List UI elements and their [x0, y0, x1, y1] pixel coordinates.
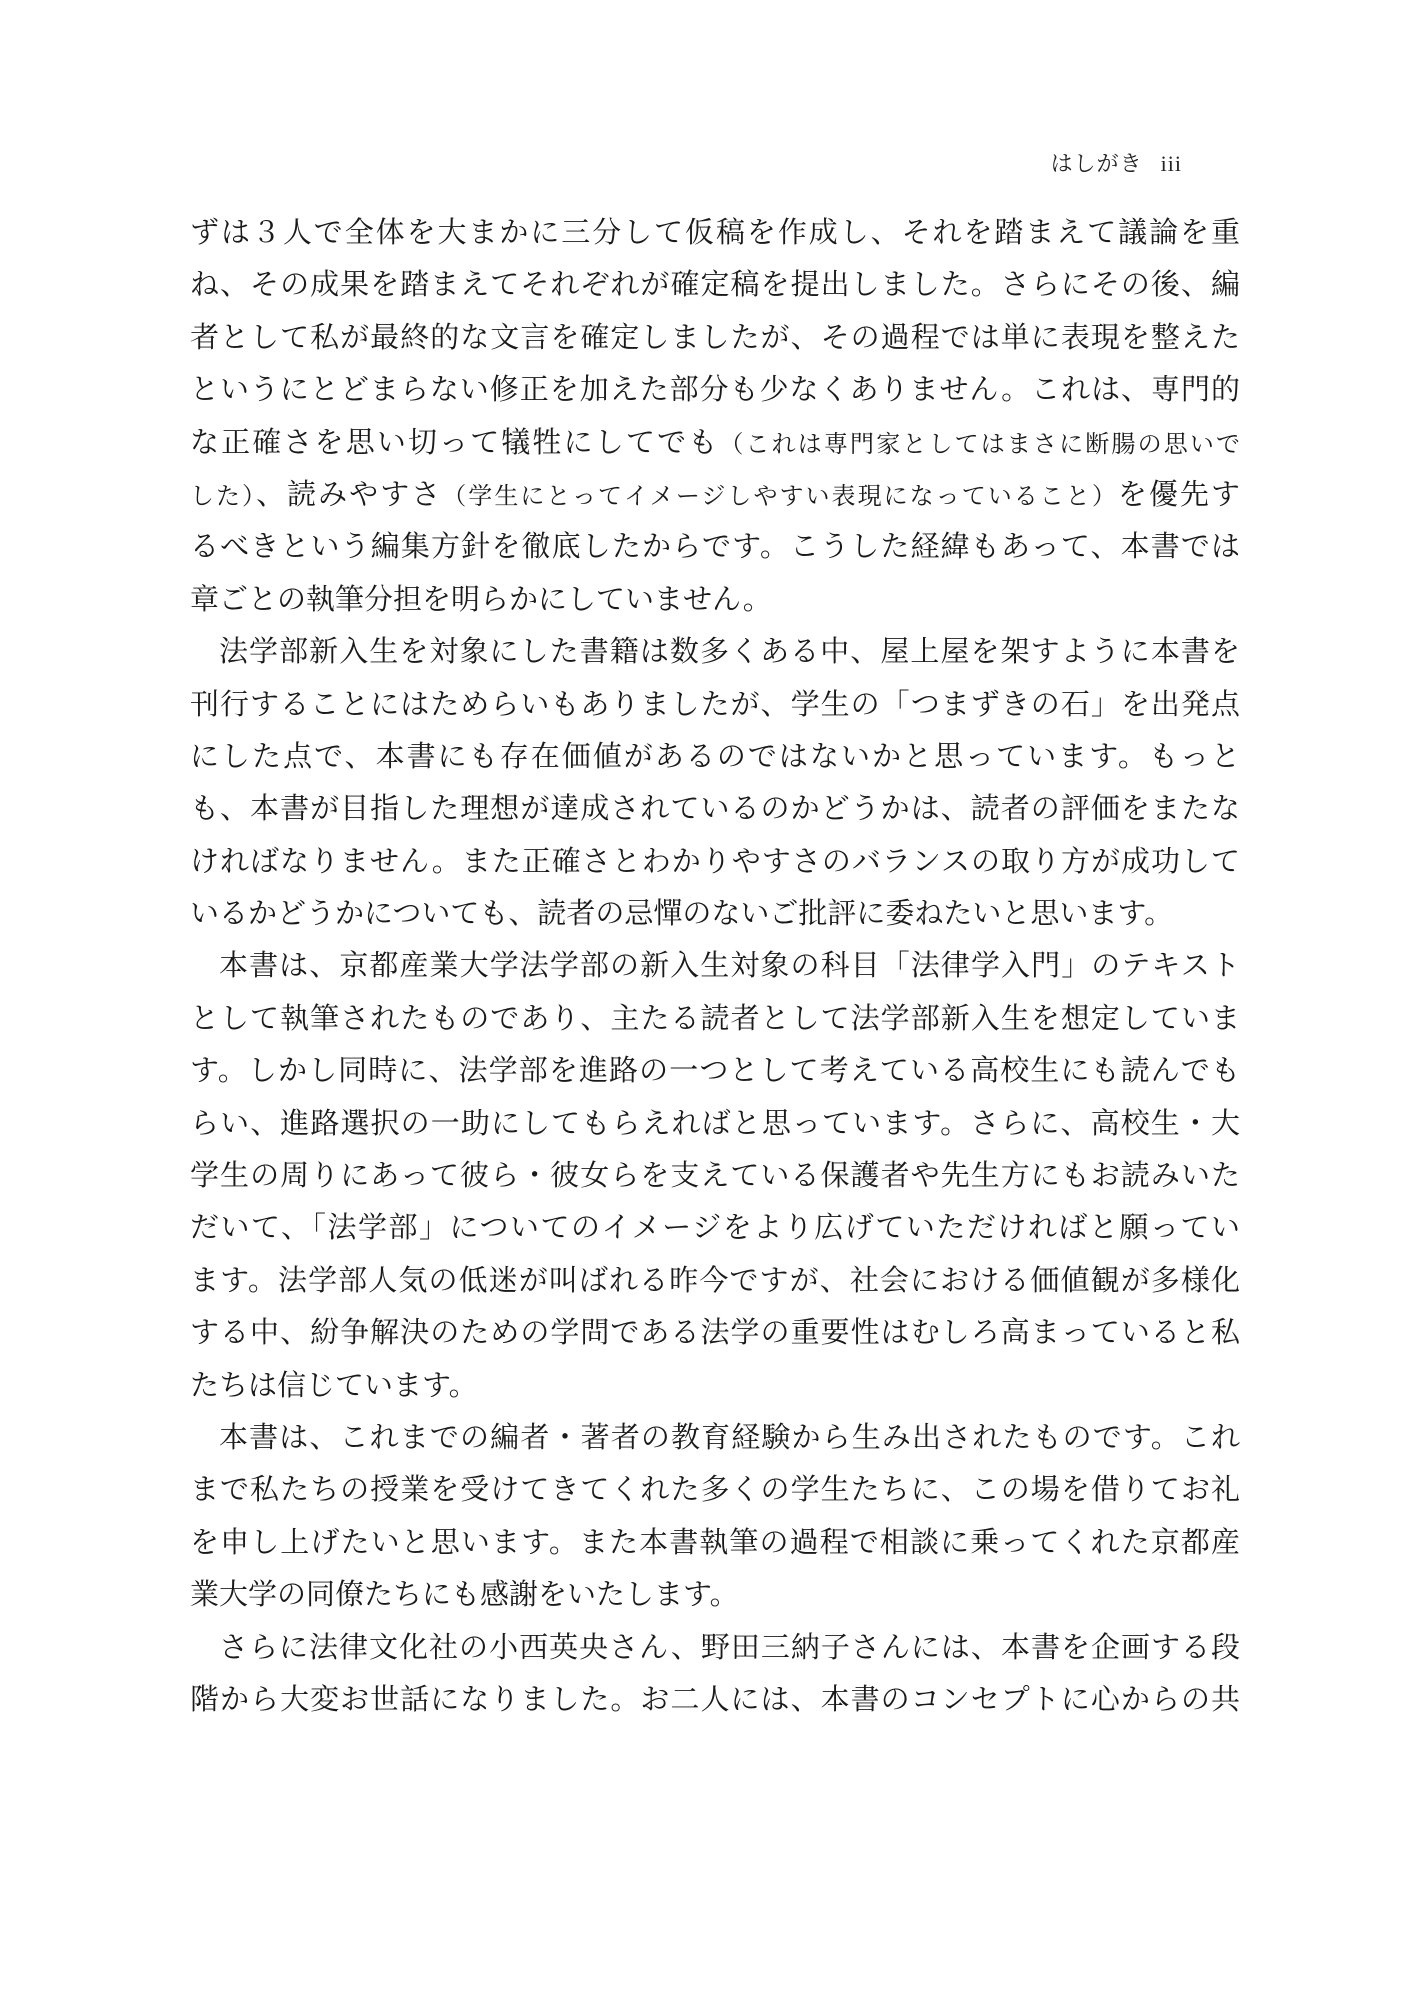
text-line — [190, 992, 1240, 1044]
line-text: 業大学の同僚たちにも感謝をいたします。 — [190, 1577, 739, 1612]
text-line — [190, 1254, 1240, 1306]
text-line — [190, 468, 1240, 520]
text-line — [190, 730, 1240, 782]
line-text: だいて、「法学部」についてのイメージをより広げていただければと願ってい — [190, 1210, 1240, 1245]
page-number: iii — [1160, 151, 1182, 176]
line-text: というにとどまらない修正を加えた部分も少なくありません。これは、専門的 — [190, 372, 1240, 407]
text-line — [190, 1411, 1240, 1463]
text-line — [190, 782, 1240, 834]
text-line — [190, 1201, 1240, 1253]
line-text: 本書は、京都産業大学法学部の新入生対象の科目「法律学入門」のテキスト — [219, 948, 1240, 983]
line-text: を優先す — [1117, 476, 1240, 511]
line-text: 学生の周りにあって彼ら・彼女らを支えている保護者や先生方にもお読みいた — [190, 1158, 1240, 1193]
running-head-title: はしがき — [1050, 152, 1143, 177]
line-text: たちは信じています。 — [190, 1367, 478, 1402]
line-text: として執筆されたものであり、主たる読者として法学部新入生を想定していま — [190, 1000, 1240, 1035]
line-text: ね、その成果を踏まえてそれぞれが確定稿を提出しました。さらにその後、編 — [190, 267, 1240, 302]
line-text: な正確さを思い切って犠牲にしてでも — [190, 424, 720, 459]
line-text: 者として私が最終的な文言を確定しましたが、その過程では単に表現を整えた — [190, 319, 1240, 354]
line-text: さらに法律文化社の小西英央さん、野田三納子さんには、本書を企画する段 — [219, 1629, 1240, 1664]
text-line — [190, 1621, 1240, 1673]
line-text: ければなりません。また正確さとわかりやすさのバランスの取り方が成功して — [190, 843, 1240, 878]
text-line — [190, 1463, 1240, 1515]
text-line — [190, 1516, 1240, 1568]
line-text: を申し上げたいと思います。また本書執筆の過程で相談に乗ってくれた京都産 — [190, 1524, 1240, 1559]
line-text: らい、進路選択の一助にしてもらえればと思っています。さらに、高校生・大 — [190, 1105, 1240, 1140]
line-text: 本書は、これまでの編者・著者の教育経験から生み出されたものです。これ — [219, 1419, 1240, 1454]
text-line — [190, 1097, 1240, 1149]
line-text: 階から大変お世話になりました。お二人には、本書のコンセプトに心からの共 — [190, 1681, 1240, 1716]
line-text: にした点で、本書にも存在価値があるのではないかと思っています。もっと — [190, 738, 1240, 773]
text-line — [190, 1568, 1240, 1620]
text-line — [190, 1149, 1240, 1201]
text-line — [190, 311, 1240, 363]
text-line — [190, 939, 1240, 991]
running-head — [1051, 147, 1182, 178]
text-line — [190, 887, 1240, 939]
text-line — [190, 258, 1240, 310]
text-line — [190, 520, 1240, 572]
body-text — [190, 206, 1240, 1725]
line-text: 章ごとの執筆分担を明らかにしていません。 — [190, 581, 772, 616]
line-text: まで私たちの授業を受けてきてくれた多くの学生たちに、この場を借りてお礼 — [190, 1472, 1240, 1507]
parenthetical-text: （学生にとってイメージしやすい表現になっていること） — [442, 481, 1118, 510]
parenthetical-text: した） — [190, 481, 257, 510]
text-line — [190, 206, 1240, 258]
text-line — [190, 573, 1240, 625]
line-text: も、本書が目指した理想が達成されているのかどうかは、読者の評価をまたな — [190, 791, 1240, 826]
line-text: する中、紛争解決のための学問である法学の重要性はむしろ高まっていると私 — [190, 1315, 1240, 1350]
text-line — [190, 678, 1240, 730]
line-text: いるかどうかについても、読者の忌憚のないご批評に委ねたいと思います。 — [190, 896, 1174, 931]
text-line — [190, 1306, 1240, 1358]
text-line — [190, 416, 1240, 468]
line-text: 刊行することにはためらいもありましたが、学生の「つまずきの石」を出発点 — [190, 686, 1240, 721]
line-text: 、読みやすさ — [256, 476, 443, 511]
line-text: るべきという編集方針を徹底したからです。こうした経緯もあって、本書では — [190, 529, 1240, 564]
text-line — [190, 835, 1240, 887]
line-text: す。しかし同時に、法学部を進路の一つとして考えている高校生にも読んでも — [190, 1053, 1240, 1088]
text-line — [190, 363, 1240, 415]
parenthetical-text: （これは専門家としてはまさに断腸の思いで — [719, 429, 1240, 458]
line-text: 法学部新入生を対象にした書籍は数多くある中、屋上屋を架すように本書を — [219, 634, 1240, 669]
line-text: ずは３人で全体を大まかに三分して仮稿を作成し、それを踏まえて議論を重 — [190, 215, 1240, 249]
text-line — [190, 1359, 1240, 1411]
text-line — [190, 625, 1240, 677]
text-line — [190, 1673, 1240, 1725]
text-line — [190, 1044, 1240, 1096]
line-text: ます。法学部人気の低迷が叫ばれる昨今ですが、社会における価値観が多様化 — [190, 1262, 1240, 1297]
